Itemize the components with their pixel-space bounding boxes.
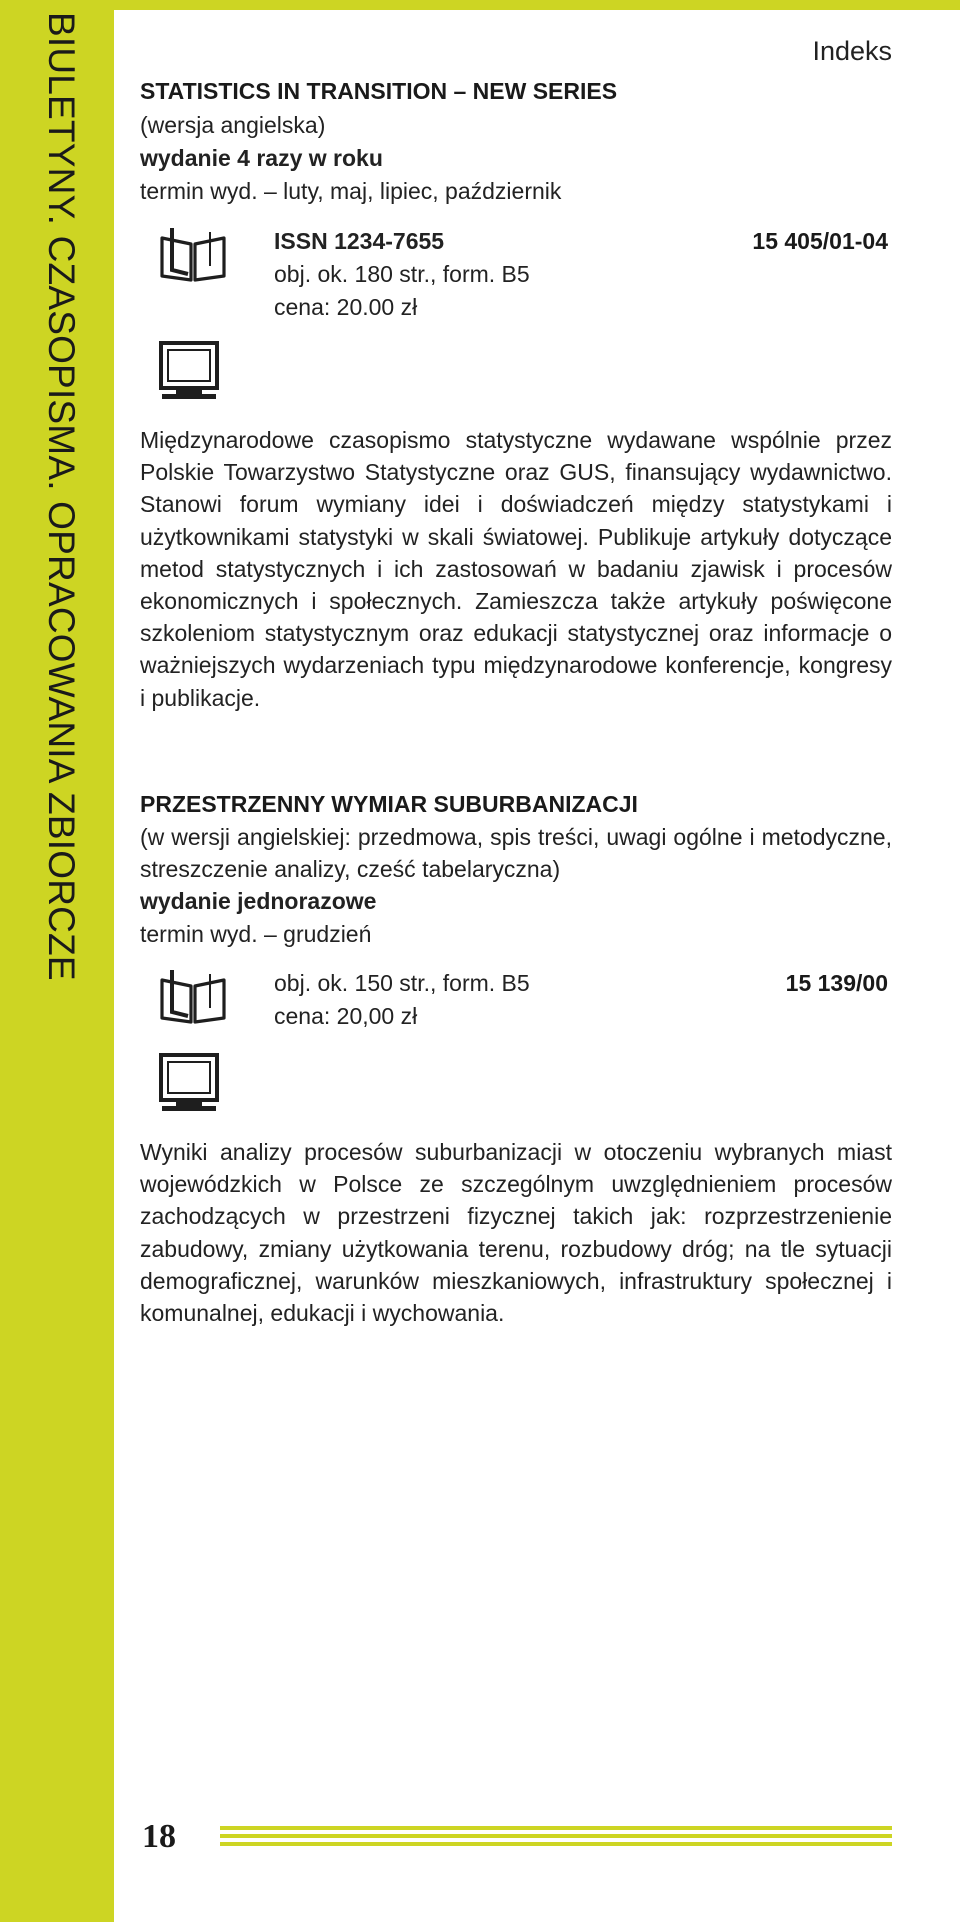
entry-2-catalog-code: 15 139/00 (785, 970, 888, 996)
top-accent-bar (0, 0, 960, 10)
entry-1-title: STATISTICS IN TRANSITION – NEW SERIES (140, 78, 618, 104)
entry-1-catalog-code: 15 405/01-04 (752, 228, 888, 254)
entry-1-frequency: wydanie 4 razy w roku (140, 145, 383, 171)
entry-2-title: PRZESTRZENNY WYMIAR SUBURBANIZACJI (140, 791, 638, 817)
entry-2-frequency: wydanie jednorazowe (140, 888, 377, 914)
monitor-icon (158, 340, 220, 402)
footer-rule (220, 1834, 892, 1838)
entry-2-language-note: (w wersji angielskiej: przedmowa, spis treści, uwagi ogólne i metodyczne, streszczenie analizy, cześć tabelaryczna) (140, 824, 892, 883)
entry-2-pages-format: obj. ok. 150 str., form. B5 (274, 970, 530, 996)
footer-rule (220, 1842, 892, 1846)
sidebar (0, 0, 114, 1922)
entry-2-release-date: termin wyd. – grudzień (140, 921, 372, 947)
entry-2-price: cena: 20,00 zł (274, 1003, 418, 1029)
entry-1-price: cena: 20.00 zł (274, 294, 418, 320)
book-icon (158, 224, 228, 284)
page-number: 18 (142, 1818, 176, 1855)
entry-1-description: Międzynarodowe czasopismo statystyczne wydawane wspólnie przez Polskie Towarzystwo Statystyczne oraz GUS, finansujący wydawnictwo. Stanowi forum wymiany idei i doświadczeń między statystykami i użytkownikami statystyki w skali światowej. Publikuje artykuły dotyczące metod statystycznych i ich zastosowań w badaniu zjawisk i procesów ekonomicznych i społecznych. Zamieszcza także artykuły poświęcone szkoleniom statystycznym oraz edukacji statystycznej oraz informacje o ważniejszych wydarzeniach typu międzynarodowe konferencje, kongresy i publikacje. (140, 427, 892, 711)
header-index-label: Indeks (812, 36, 892, 66)
entry-1-language-note: (wersja angielska) (140, 112, 326, 138)
footer-rule (220, 1826, 892, 1830)
book-icon (158, 966, 228, 1026)
monitor-icon (158, 1052, 220, 1114)
entry-1-release-date: termin wyd. – luty, maj, lipiec, październik (140, 178, 562, 204)
entry-2-description: Wyniki analizy procesów suburbanizacji w otoczeniu wybranych miast wojewódzkich w Polsce ze szczególnym uwzględnieniem procesów zachodzących w przestrzeni fizycznej takich jak: rozprzestrzenienie zabudowy, zmiany użytkowania terenu, rozbudowy dróg; na tle sytuacji demograficznej, warunków mieszkaniowych, infrastruktury społecznej i komunalnej, edukacji i wychowania. (140, 1139, 892, 1327)
entry-1-pages-format: obj. ok. 180 str., form. B5 (274, 261, 530, 287)
sidebar-section-title: BIULETYNY. CZASOPISMA. OPRACOWANIA ZBIORCZE (41, 12, 82, 981)
entry-1-issn: ISSN 1234-7655 (274, 228, 445, 254)
